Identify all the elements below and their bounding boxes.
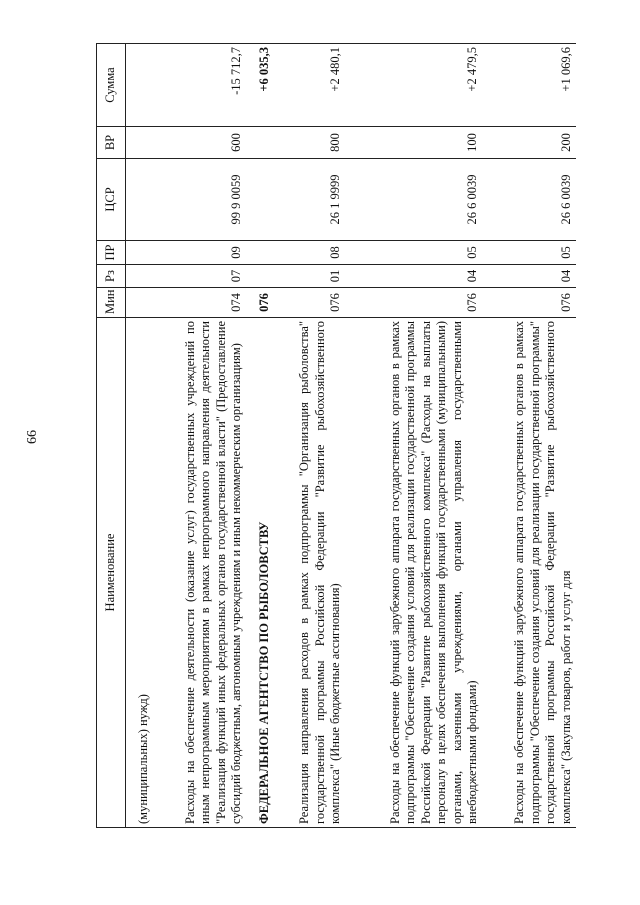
cell-min: 076 <box>247 288 275 318</box>
cell-sum <box>126 44 154 127</box>
cell-vr: 600 <box>154 127 247 159</box>
cell-rz <box>126 265 154 288</box>
header-min: Мин <box>97 288 126 318</box>
table-header-row <box>97 44 126 828</box>
cell-rz: 04 <box>483 265 576 288</box>
cell-csr: 26 6 0039 <box>483 159 576 241</box>
cell-min <box>126 288 154 318</box>
cell-name: Расходы на обеспечение деятельности (оказание услуг) государственных учреждений по иным непрограммным мероприятиям в рамках непрограммного направления деятельности "Реализация функций иных федеральных органов государственной власти" (Предоставление субсидий бюджетным, автономным учреждениям и иным некоммерческим организациям) <box>154 318 247 828</box>
header-csr: ЦСР <box>97 159 126 241</box>
cell-name: Реализация направления расходов в рамках подпрограммы "Организация рыболовства" государственной программы Российской Федерации "Развитие рыбохозяйственного комплекса" (Иные бюджетные ассигнования) <box>274 318 345 828</box>
cell-vr: 200 <box>483 127 576 159</box>
cell-pr <box>247 241 275 265</box>
cell-csr: 26 6 0039 <box>346 159 483 241</box>
cell-min: 076 <box>346 288 483 318</box>
table-row <box>154 44 247 828</box>
cell-name: (муниципальных) нужд) <box>126 318 154 828</box>
cell-rz: 04 <box>346 265 483 288</box>
header-vr: ВР <box>97 127 126 159</box>
cell-pr: 05 <box>346 241 483 265</box>
cell-name: Расходы на обеспечение функций зарубежного аппарата государственных органов в рамках подпрограммы "Обеспечение создания условий для реализации государственной программы Российской Федерации "Развитие рыбохозяйственного комплекса" (Расходы на выплаты персоналу в целях обеспечения выполнения функций государственными (муниципальными) органами, казенными учреждениями, органами управления государственными внебюджетными фондами) <box>346 318 483 828</box>
cell-pr: 09 <box>154 241 247 265</box>
table-row <box>346 44 483 828</box>
header-name: Наименование <box>97 318 126 828</box>
cell-min: 076 <box>274 288 345 318</box>
cell-sum: +2 479,5 <box>346 44 483 127</box>
cell-csr: 99 9 0059 <box>154 159 247 241</box>
cell-vr <box>126 127 154 159</box>
cell-rz <box>247 265 275 288</box>
cell-vr: 100 <box>346 127 483 159</box>
cell-min: 076 <box>483 288 576 318</box>
cell-pr <box>126 241 154 265</box>
cell-pr: 05 <box>483 241 576 265</box>
budget-table-rotated <box>96 44 576 828</box>
cell-vr <box>247 127 275 159</box>
cell-vr: 800 <box>274 127 345 159</box>
cell-min: 074 <box>154 288 247 318</box>
cell-csr <box>126 159 154 241</box>
table-row <box>274 44 345 828</box>
cell-sum: +6 035,3 <box>247 44 275 127</box>
header-sum: Сумма <box>97 44 126 127</box>
cell-pr: 08 <box>274 241 345 265</box>
table-row <box>126 44 154 828</box>
header-rz: Рз <box>97 265 126 288</box>
cell-rz: 07 <box>154 265 247 288</box>
budget-table <box>96 43 576 828</box>
header-pr: ПР <box>97 241 126 265</box>
page-number: 66 <box>25 430 40 444</box>
cell-csr <box>247 159 275 241</box>
cell-rz: 01 <box>274 265 345 288</box>
cell-csr: 26 1 9999 <box>274 159 345 241</box>
cell-name: Расходы на обеспечение функций зарубежного аппарата государственных органов в рамках подпрограммы "Обеспечение создания условий для реализации государственной программы" государственной программы Российской Федерации "Развитие рыбохозяйственного комплекса" (Закупка товаров, работ и услуг для <box>483 318 576 828</box>
cell-sum: +1 069,6 <box>483 44 576 127</box>
table-row <box>247 44 275 828</box>
cell-sum: +2 480,1 <box>274 44 345 127</box>
table-row <box>483 44 576 828</box>
cell-sum: -15 712,7 <box>154 44 247 127</box>
cell-name: ФЕДЕРАЛЬНОЕ АГЕНТСТВО ПО РЫБОЛОВСТВУ <box>247 318 275 828</box>
